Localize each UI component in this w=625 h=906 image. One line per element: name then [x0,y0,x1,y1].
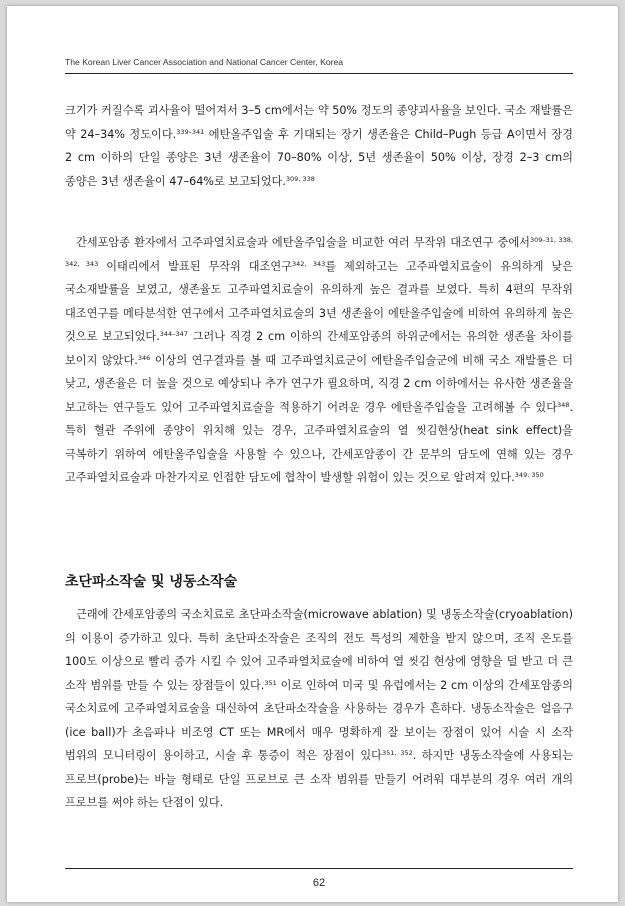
footer-rule [65,868,573,869]
citation-ref: 346 [137,353,151,362]
paragraph-1 [65,99,573,193]
paragraph-2-text-6: . 특히 혈관 주위에 종양이 위치해 있는 경우, 고주파열치료술의 열 씻김현상(heat sink effect)을 극복하기 위하여 에탄올주입술을 사용할 수 있으나, 간세포암종이 간 문부의 담도에 연해 있는 경우 고주파열치료술과 마찬가지로 인접한 담도에 협착이 발생할 위험이 있는 것으로 알려져 있다. [65,400,573,484]
citation-ref: 309–31, 338, 342, 343 [65,236,573,268]
page-number: 62 [312,877,326,889]
citation-ref: 339–341 [176,127,205,136]
paragraph-1-text-1: 크기가 커질수록 괴사율이 떨어져서 3–5 cm에서는 약 50% 정도의 종양괴사율을 보인다. 국소 재발률은 약 24–34% 정도이다. [65,104,573,141]
citation-ref: 344–347 [159,330,188,338]
header-rule [65,73,573,74]
paragraph-2-text-4: 그러나 직경 2 cm 이하의 간세포암종의 하위군에서는 유의한 생존율 차이를 보이지 않았다. [65,330,573,367]
section-heading: 초단파소작술 및 냉동소작술 [65,574,238,590]
citation-ref: 351, 352 [381,749,413,757]
citation-ref: 342, 343 [291,259,326,268]
paragraph-2 [65,231,573,490]
paragraph-1-text-2: 에탄올주입술 후 기대되는 장기 생존율은 Child–Pugh 등급 A이면서 장경 2 cm 이하의 단일 종양은 3년 생존율이 70–80% 이상, 5년 생존율이 50% 이상, 장경 2–3 cm의 종양은 3년 생존율이 47–64%로 보고되었다. [65,127,573,188]
document-page [7,6,618,902]
running-head: The Korean Liver Cancer Association and National Cancer Center, Korea [65,57,344,67]
paragraph-3 [65,603,573,815]
paragraph-3-text-2: 이로 인하여 미국 및 유럽에서는 2 cm 이상의 간세포암종의 국소치료에 고주파열치료술을 대신하여 초단파소작술을 사용하는 경우가 흔하다. 냉동소작술은 얼음구(ice ball)가 초음파나 비조영 CT 또는 MR에서 매우 명확하게 잘 보이는 장점이 있어 시술 시 소작 범위의 모니터링이 용이하고, 시술 후 통증이 적은 장점이 있다 [65,678,573,762]
citation-ref: 349, 350 [514,471,544,479]
citation-ref: 348 [557,400,570,409]
paragraph-2-text-3: 를 제외하고는 고주파열치료술이 유의하게 낮은 국소재발률을 보였고, 생존율도 고주파열치료술이 유의하게 높은 결과를 보였다. 특히 4편의 무작위 대조연구를 메타분석한 연구에서 고주파열치료술의 3년 생존율이 에탄올주입술에 비하여 유의하게 높은 것으로 보고되었다. [65,259,573,343]
paragraph-3-text-1: 근래에 간세포암종의 국소치료로 초단파소작술(microwave ablation) 및 냉동소작술(cryoablation)의 이용이 증가하고 있다. 특히 초단파소작술은 조직의 전도 특성의 제한을 받지 않으며, 조직 온도를 100도 이상으로 빨리 증가 시킬 수 있어 고주파열치료술에 비하여 열 씻김 현상에 영향을 덜 받고 더 큰 소작 범위를 만들 수 있는 장점들이 있다. [65,608,573,692]
citation-ref: 351 [264,678,277,687]
paragraph-2-text-1: 간세포암종 환자에서 고주파열치료술과 에탄올주입술을 비교한 여러 무작위 대조연구 중에서 [76,236,530,249]
paragraph-2-text-2: 이태리에서 발표된 무작위 대조연구 [98,259,292,273]
paragraph-2-text-5: 이상의 연구결과를 볼 때 고주파열치료군이 에탄올주입술군에 비해 국소 재발률은 더 낮고, 생존율은 더 높을 것으로 예상되나 추가 연구가 필요하며, 직경 2 cm 이하에서는 유사한 생존율을 보고하는 연구들도 있어 고주파열치료술을 적용하기 어려운 경우 에탄올주입술을 고려해볼 수 있다 [65,353,573,414]
paragraph-3-text-3: . 하지만 냉동소작술에 사용되는 프로브(probe)는 바늘 형태로 단일 프로브로 큰 소작 범위를 만들기 어려워 대부분의 경우 여러 개의 프로브를 써야 하는 단점이 있다. [65,749,574,809]
citation-ref: 309, 338 [285,174,315,183]
